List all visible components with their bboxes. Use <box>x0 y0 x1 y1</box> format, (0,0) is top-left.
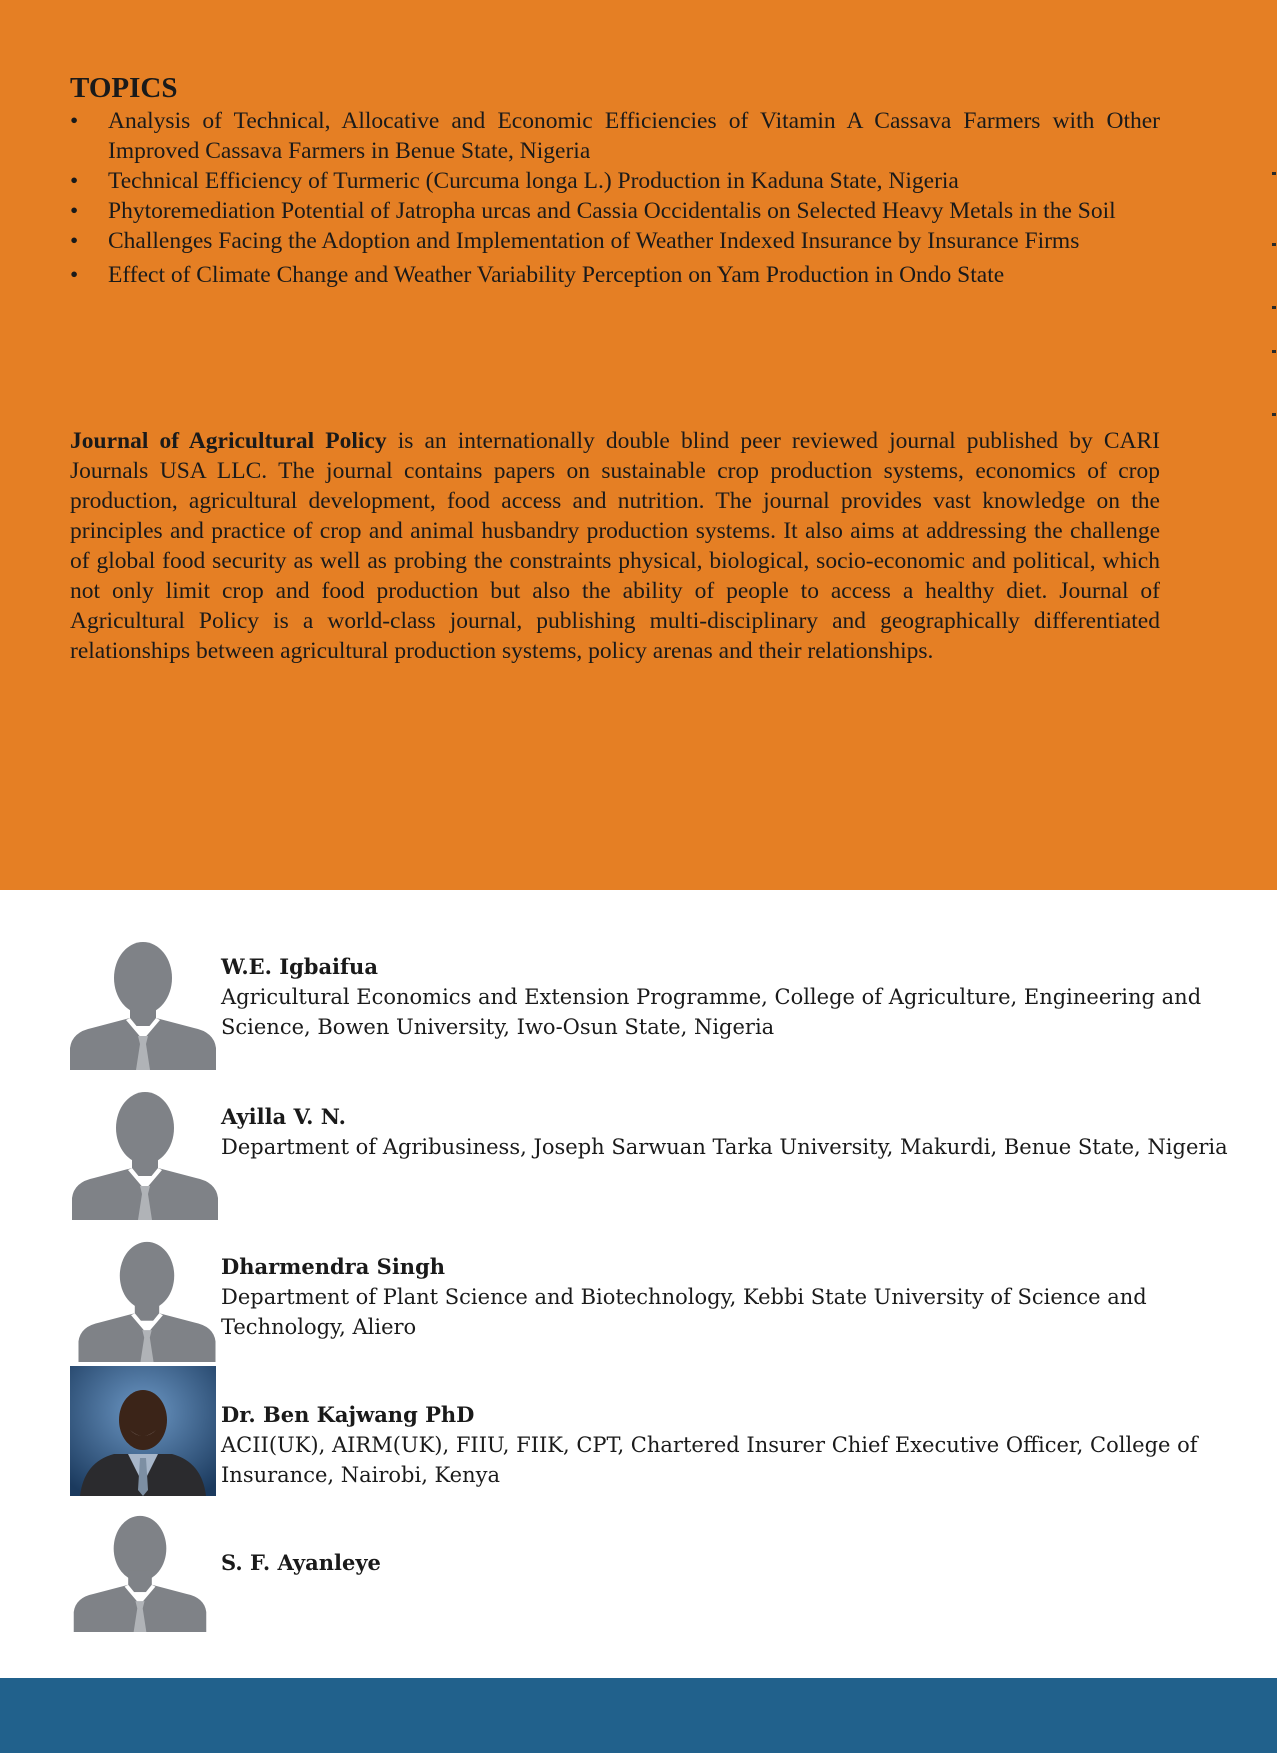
author-affiliation: Department of Plant Science and Biotechnology, Kebbi State University of Science and Technology, Aliero <box>221 1285 1147 1339</box>
author-entry <box>70 1090 1228 1220</box>
author-entry <box>70 1514 1180 1632</box>
author-info <box>221 1102 1241 1162</box>
silhouette-icon <box>70 940 216 1070</box>
topic-item: • Technical Efficiency of Turmeric (Curcuma longa L.) Production in Kaduna State, Nigeria <box>70 166 1160 196</box>
topics-list <box>70 106 1160 290</box>
topics-heading: TOPICS <box>70 72 178 104</box>
author-info <box>221 1252 1241 1342</box>
author-entry <box>70 1240 1180 1362</box>
silhouette-icon <box>74 1240 220 1362</box>
footer-band <box>0 1678 1277 1753</box>
author-name: Dharmendra Singh <box>221 1254 446 1279</box>
author-name: Ayilla V. N. <box>221 1104 346 1129</box>
topic-item: • Effect of Climate Change and Weather Variability Perception on Yam Production in Ondo State <box>70 260 1160 290</box>
author-info <box>221 1400 1241 1490</box>
topic-item: • Analysis of Technical, Allocative and Economic Efficiencies of Vitamin A Cassava Farmers with Other Improved Cassava Farmers in Benue State, Nigeria <box>70 106 1160 166</box>
topic-item: • Phytoremediation Potential of Jatropha urcas and Cassia Occidentalis on Selected Heavy Metals in the Soil <box>70 196 1160 226</box>
silhouette-icon <box>70 1514 210 1632</box>
author-name: Dr. Ben Kajwang PhD <box>221 1402 475 1427</box>
journal-name: Journal of Agricultural Policy <box>70 428 387 454</box>
author-name: S. F. Ayanleye <box>221 1550 381 1575</box>
author-affiliation: Agricultural Economics and Extension Programme, College of Agriculture, Engineering and Science, Bowen University, Iwo-Osun State, Nigeria <box>221 985 1202 1039</box>
author-info <box>221 1548 1241 1578</box>
author-name: W.E. Igbaifua <box>221 954 378 979</box>
silhouette-icon <box>72 1090 218 1220</box>
author-info <box>221 952 1241 1042</box>
description-text: is an internationally double blind peer reviewed journal published by CARI Journals USA LLC. The journal contains papers on sustainable crop production systems, economics of crop production, agricultural development, food access and nutrition. The journal provides vast knowledge on the principles and practice of crop and animal husbandry production systems. It also aims at addressing the challenge of global food security as well as probing the constraints physical, biological, socio-economic and political, which not only limit crop and food production but also the ability of people to access a healthy diet. Journal of Agricultural Policy is a world-class journal, publishing multi-disciplinary and geographically differentiated relationships between agricultural production systems, policy arenas and their relationships. <box>70 428 1160 664</box>
author-affiliation: ACII(UK), AIRM(UK), FIIU, FIIK, CPT, Chartered Insurer Chief Executive Officer, College of Insurance, Nairobi, Kenya <box>221 1433 1198 1487</box>
topic-item: • Challenges Facing the Adoption and Implementation of Weather Indexed Insurance by Insurance Firms <box>70 226 1160 256</box>
journal-description <box>70 426 1160 666</box>
author-entry <box>70 1366 1198 1496</box>
author-affiliation: Department of Agribusiness, Joseph Sarwuan Tarka University, Makurdi, Benue State, Nigeria <box>221 1135 1228 1159</box>
author-entry <box>70 940 1202 1070</box>
author-photo <box>70 1366 216 1496</box>
